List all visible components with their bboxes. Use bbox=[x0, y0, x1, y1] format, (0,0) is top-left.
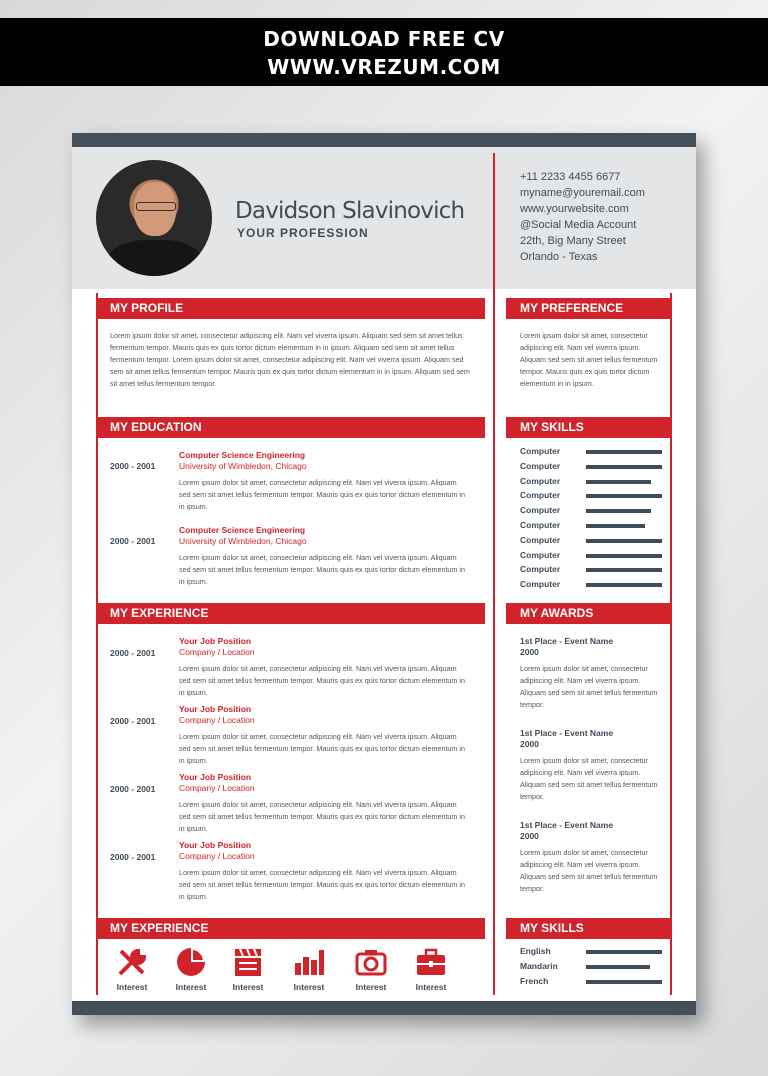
clapperboard-icon bbox=[232, 947, 264, 977]
experience-position: Your Job Position bbox=[179, 772, 252, 782]
skill-label: Computer bbox=[520, 534, 561, 545]
education-text: Lorem ipsum dolor sit amet, consectetur adipiscing elit. Nam vel viverra ipsum. Aliquam sed sem sit amet tellus fermentum tempor. Mauris quis ex quis tortor dictum elementum in in ipsum. bbox=[179, 478, 466, 511]
contact-city: Orlando - Texas bbox=[520, 251, 598, 263]
experience-date: 2000 - 2001 bbox=[110, 648, 156, 658]
experience-company: Company / Location bbox=[179, 647, 255, 657]
awards-heading: MY AWARDS bbox=[506, 603, 672, 624]
award-title: 1st Place - Event Name bbox=[520, 636, 614, 646]
award-text: Lorem ipsum dolor sit amet, consectetur adipiscing elit. Nam vel viverra ipsum. Aliquam sed sem sit amet tellus fermentum tempor. bbox=[520, 664, 658, 709]
language-label: Mandarin bbox=[520, 961, 558, 971]
pie-chart-icon bbox=[175, 947, 207, 977]
bottom-bar bbox=[72, 1001, 696, 1015]
contact-website: www.yourwebsite.com bbox=[520, 203, 629, 215]
language-level-bar bbox=[586, 980, 662, 984]
experience-text: Lorem ipsum dolor sit amet, consectetur adipiscing elit. Nam vel viverra ipsum. Aliquam sed sem sit amet tellus fermentum tempor. Mauris quis ex quis tortor dictum elementum in in ipsum. bbox=[179, 732, 466, 765]
profession: YOUR PROFESSION bbox=[237, 226, 369, 240]
camera-icon bbox=[355, 947, 387, 977]
award-text: Lorem ipsum dolor sit amet, consectetur adipiscing elit. Nam vel viverra ipsum. Aliquam sed sem sit amet tellus fermentum tempor. bbox=[520, 756, 658, 801]
experience-position: Your Job Position bbox=[179, 636, 252, 646]
education-date: 2000 - 2001 bbox=[110, 461, 156, 471]
skill-level-bar bbox=[586, 568, 662, 572]
award-year: 2000 bbox=[520, 739, 539, 749]
interest-label: Interest bbox=[175, 982, 207, 992]
award-text: Lorem ipsum dolor sit amet, consectetur adipiscing elit. Nam vel viverra ipsum. Aliquam sed sem sit amet tellus fermentum tempor. bbox=[520, 848, 658, 893]
profile-photo bbox=[96, 160, 212, 276]
award-year: 2000 bbox=[520, 647, 539, 657]
interests-heading: MY EXPERIENCE bbox=[96, 918, 485, 939]
interest-label: Interest bbox=[415, 982, 447, 992]
interest-item bbox=[102, 947, 162, 992]
skill-label: Computer bbox=[520, 520, 561, 530]
skill-level-bar bbox=[586, 509, 651, 513]
skill-level-bar bbox=[586, 554, 662, 558]
experience-position: Your Job Position bbox=[179, 840, 252, 850]
skill-label: Computer bbox=[520, 490, 561, 501]
bar-chart-icon bbox=[293, 947, 325, 977]
experience-date: 2000 - 2001 bbox=[110, 784, 156, 794]
award-year: 2000 bbox=[520, 831, 539, 841]
skill-level-bar bbox=[586, 583, 662, 587]
skill-level-bar bbox=[586, 494, 662, 498]
contact-phone: +11 2233 4455 6677 bbox=[520, 171, 621, 183]
education-heading: MY EDUCATION bbox=[96, 417, 485, 438]
languages-heading: MY SKILLS bbox=[506, 918, 672, 939]
award-title: 1st Place - Event Name bbox=[520, 820, 614, 830]
language-level-bar bbox=[586, 965, 650, 969]
person-name: Davidson Slavinovich bbox=[235, 198, 465, 224]
banner-line-1: DOWNLOAD FREE CV bbox=[263, 27, 505, 51]
top-bar bbox=[72, 133, 696, 147]
experience-company: Company / Location bbox=[179, 715, 255, 725]
skill-label: Computer bbox=[520, 475, 561, 486]
language-label: French bbox=[520, 976, 549, 986]
preference-text: Lorem ipsum dolor sit amet, consectetur adipiscing elit. Nam vel viverra ipsum. Aliquam sed sem sit amet tellus fermentum tempor. Mauris quis ex quis tortor dictum elementum in in ipsum. bbox=[520, 331, 658, 388]
award-title: 1st Place - Event Name bbox=[520, 728, 614, 738]
interest-item bbox=[279, 947, 339, 992]
experience-text: Lorem ipsum dolor sit amet, consectetur adipiscing elit. Nam vel viverra ipsum. Aliquam sed sem sit amet tellus fermentum tempor. Mauris quis ex quis tortor dictum elementum in in ipsum. bbox=[179, 868, 466, 901]
cv-page bbox=[72, 133, 696, 1015]
experience-date: 2000 - 2001 bbox=[110, 716, 156, 726]
experience-text: Lorem ipsum dolor sit amet, consectetur adipiscing elit. Nam vel viverra ipsum. Aliquam sed sem sit amet tellus fermentum tempor. Mauris quis ex quis tortor dictum elementum in in ipsum. bbox=[179, 664, 466, 697]
experience-heading: MY EXPERIENCE bbox=[96, 603, 485, 624]
education-school: University of Wimbledon, Chicago bbox=[179, 536, 307, 546]
interest-label: Interest bbox=[232, 982, 264, 992]
interest-item bbox=[341, 947, 401, 992]
education-school: University of Wimbledon, Chicago bbox=[179, 461, 307, 471]
contact-street: 22th, Big Many Street bbox=[520, 235, 626, 247]
contact-email: myname@youremail.com bbox=[520, 187, 645, 199]
skill-label: Computer bbox=[520, 460, 561, 471]
skill-level-bar bbox=[586, 539, 662, 543]
skill-level-bar bbox=[586, 450, 662, 454]
education-date: 2000 - 2001 bbox=[110, 536, 156, 546]
experience-company: Company / Location bbox=[179, 851, 255, 861]
skills-heading: MY SKILLS bbox=[506, 417, 672, 438]
skill-level-bar bbox=[586, 524, 645, 528]
banner-line-2: WWW.VREZUM.COM bbox=[267, 55, 501, 79]
education-text: Lorem ipsum dolor sit amet, consectetur adipiscing elit. Nam vel viverra ipsum. Aliquam sed sem sit amet tellus fermentum tempor. Mauris quis ex quis tortor dictum elementum in in ipsum. bbox=[179, 553, 466, 586]
education-degree: Computer Science Engineering bbox=[179, 525, 306, 535]
skill-level-bar bbox=[586, 480, 651, 484]
experience-company: Company / Location bbox=[179, 783, 255, 793]
profile-heading: MY PROFILE bbox=[96, 298, 485, 319]
column-divider bbox=[493, 153, 495, 995]
preference-heading: MY PREFERENCE bbox=[506, 298, 672, 319]
experience-text: Lorem ipsum dolor sit amet, consectetur adipiscing elit. Nam vel viverra ipsum. Aliquam sed sem sit amet tellus fermentum tempor. Mauris quis ex quis tortor dictum elementum in in ipsum. bbox=[179, 800, 466, 833]
experience-date: 2000 - 2001 bbox=[110, 852, 156, 862]
briefcase-icon bbox=[415, 947, 447, 977]
skill-level-bar bbox=[586, 465, 662, 469]
interest-label: Interest bbox=[293, 982, 325, 992]
skill-label: Computer bbox=[520, 564, 561, 575]
skill-label: Computer bbox=[520, 549, 561, 560]
skill-label: Computer bbox=[520, 505, 561, 516]
left-rule bbox=[96, 293, 98, 995]
experience-position: Your Job Position bbox=[179, 704, 252, 714]
language-level-bar bbox=[586, 950, 662, 954]
language-label: English bbox=[520, 946, 551, 956]
contact-social: @Social Media Account bbox=[520, 219, 637, 231]
interest-label: Interest bbox=[355, 982, 387, 992]
interest-item bbox=[218, 947, 278, 992]
profile-text: Lorem ipsum dolor sit amet, consectetur adipiscing elit. Nam vel viverra ipsum. Aliquam sed sem sit amet tellus fermentum tempor. Mauris quis ex quis tortor dictum elementum in in ipsum. Aliquam sed sem sit amet tellus fermentum tempor. Lorem ipsum dolor sit amet, consectetur adipiscing elit. Nam vel viverra ipsum. Aliquam sed sem sit amet tellus fermentum tempor. Mauris quis ex quis tortor dictum elementum in in ipsum. Aliquam sed sem sit amet tellus fermentum tempor. bbox=[110, 331, 470, 388]
interest-label: Interest bbox=[116, 982, 148, 992]
interest-item bbox=[161, 947, 221, 992]
education-degree: Computer Science Engineering bbox=[179, 450, 306, 460]
skill-label: Computer bbox=[520, 579, 561, 590]
tools-icon bbox=[116, 947, 148, 977]
download-banner bbox=[0, 18, 768, 86]
contact-info bbox=[520, 169, 645, 265]
skill-label: Computer bbox=[520, 446, 561, 456]
right-rule bbox=[670, 293, 672, 995]
interest-item bbox=[401, 947, 461, 992]
